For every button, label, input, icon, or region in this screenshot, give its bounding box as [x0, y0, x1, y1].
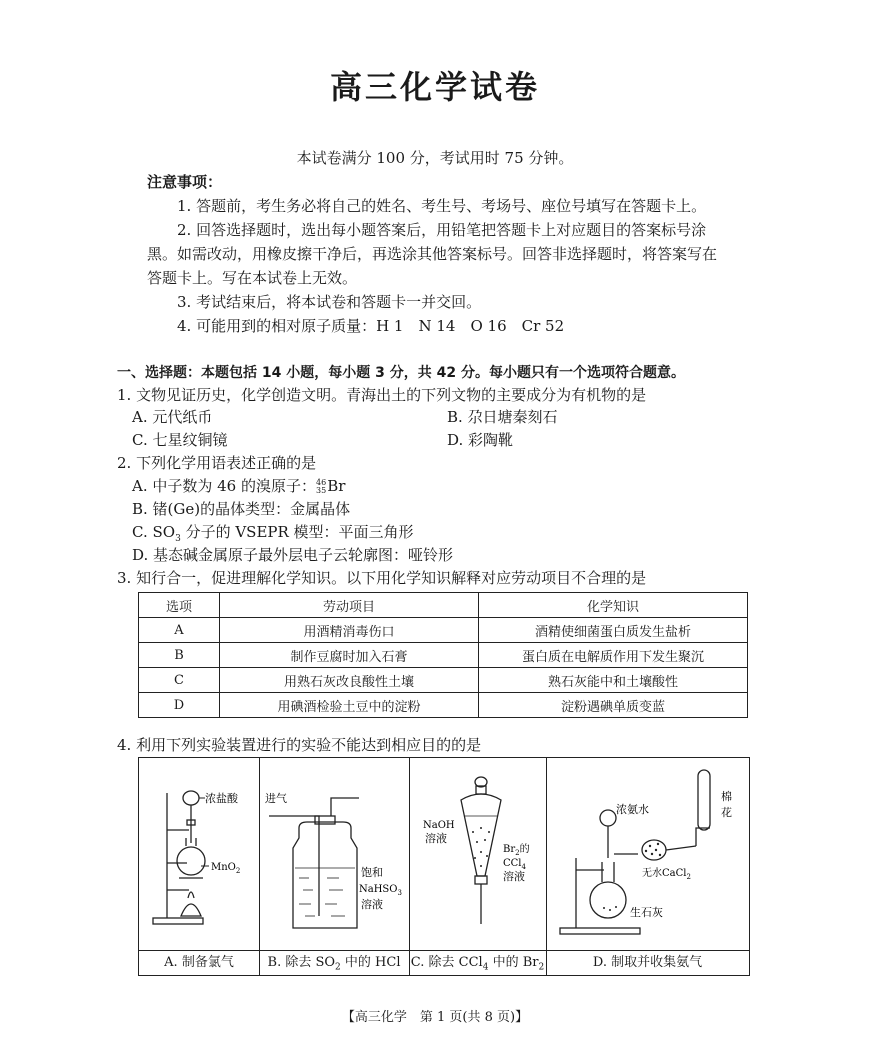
- notice-item-2-cont2: 答题卡上。写在本试卷上无效。: [147, 269, 358, 287]
- q4-apparatus-figure: [138, 757, 750, 976]
- table-cell: A: [139, 618, 220, 643]
- q2-c-pre: C. SO: [132, 523, 176, 541]
- q2-c-post: 分子的 VSEPR 模型：平面三角形: [180, 523, 414, 541]
- table-cell: C: [139, 668, 220, 693]
- caption-d: D. 制取并收集氨气: [546, 950, 749, 975]
- table-row: [139, 668, 748, 693]
- table-header: 化学知识: [479, 593, 748, 618]
- table-header-row: [139, 593, 748, 618]
- q1-option-a: A. 元代纸币: [132, 408, 213, 426]
- q1-option-d: D. 彩陶靴: [447, 431, 514, 449]
- label-quicklime: 生石灰: [630, 906, 663, 919]
- label-nahso3: NaHSO$_3$: [359, 884, 402, 897]
- q1-option-b: B. 尕日塘秦刻石: [447, 408, 558, 426]
- label-saturated: 饱和: [361, 866, 383, 879]
- table-cell: 用酒精消毒伤口: [220, 618, 479, 643]
- caption-c: C. 除去 CCl$_4$ 中的 $Br_2$: [409, 950, 546, 975]
- notice-heading: 注意事项：: [147, 173, 223, 191]
- chlorine-apparatus-drawing: [139, 758, 259, 950]
- notice-item-2-cont: 黑。如需改动，用橡皮擦干净后，再选涂其他答案标号。回答非选择题时，将答案写在: [147, 245, 718, 263]
- table-header: 选项: [139, 593, 220, 618]
- q1-stem: 1. 文物见证历史，化学创造文明。青海出土的下列文物的主要成分为有机物的是: [117, 386, 647, 404]
- separatory-funnel-drawing: [409, 758, 546, 950]
- section-heading: 一、选择题：本题包括 14 小题，每小题 3 分，共 42 分。每小题只有一个选项符合题意。: [117, 365, 685, 381]
- caption-b: B. 除去 $SO_2$ 中的 HCl: [259, 950, 409, 975]
- apparatus-d: [546, 758, 749, 975]
- apparatus-c: [409, 758, 547, 975]
- table-cell: 制作豆腐时加入石膏: [220, 643, 479, 668]
- label-gas-in: 进气: [265, 792, 287, 805]
- mass-number: 46: [316, 478, 327, 487]
- label-solution-1: 溶液: [425, 832, 447, 845]
- apparatus-a: [139, 758, 260, 975]
- ammonia-apparatus-drawing: [546, 758, 749, 950]
- notice-item-4: 4. 可能用到的相对原子质量：H 1 N 14 O 16 Cr 52: [177, 317, 565, 335]
- q3-stem: 3. 知行合一，促进理解化学知识。以下用化学知识解释对应劳动项目不合理的是: [117, 569, 647, 587]
- label-ccl4: CCl$_4$: [503, 858, 526, 871]
- label-naoh: NaOH: [423, 820, 455, 831]
- atomic-number: 35: [316, 486, 327, 495]
- q2-option-a: [132, 476, 345, 496]
- gas-washing-bottle-drawing: [259, 758, 409, 950]
- table-header: 劳动项目: [220, 593, 479, 618]
- q2-option-a-text: A. 中子数为 46 的溴原子：: [132, 477, 316, 495]
- element-symbol: Br: [327, 477, 346, 495]
- table-cell: 用碘酒检验土豆中的淀粉: [220, 693, 479, 718]
- label-mno2: MnO$_2$: [211, 862, 241, 875]
- notice-item-2: 2. 回答选择题时，选出每小题答案后，用铅笔把答题卡上对应题目的答案标号涂: [177, 221, 707, 239]
- label-cotton-2: 花: [721, 806, 732, 819]
- notice-item-1: 1. 答题前，考生务必将自己的姓名、考生号、考场号、座位号填写在答题卡上。: [177, 197, 707, 215]
- q2-stem: 2. 下列化学用语表述正确的是: [117, 454, 317, 472]
- label-solution-2: 溶液: [503, 870, 525, 883]
- table-cell: D: [139, 693, 220, 718]
- caption-a: A. 制备氯气: [139, 950, 259, 975]
- label-conc-ammonia: 浓氨水: [616, 803, 649, 816]
- table-row: [139, 643, 748, 668]
- table-cell: 淀粉遇碘单质变蓝: [479, 693, 748, 718]
- label-conc-hcl: 浓盐酸: [205, 792, 238, 805]
- q1-option-c: C. 七星纹铜镜: [132, 431, 228, 449]
- exam-intro: 本试卷满分 100 分，考试用时 75 分钟。: [296, 149, 574, 167]
- q2-option-d: D. 基态碱金属原子最外层电子云轮廓图：哑铃形: [132, 546, 454, 564]
- table-cell: 酒精使细菌蛋白质发生盐析: [479, 618, 748, 643]
- q2-option-b: B. 锗(Ge)的晶体类型：金属晶体: [132, 500, 351, 518]
- q2-c-sub: 3: [175, 534, 181, 544]
- label-cotton-1: 棉: [721, 790, 732, 803]
- table-row: [139, 693, 748, 718]
- table-row: [139, 618, 748, 643]
- label-br2: $Br_2$的: [503, 844, 530, 857]
- label-anhydrous-cacl2: 无水CaCl$_2$: [642, 868, 691, 881]
- page-footer: 【高三化学 第 1 页(共 8 页)】: [341, 1010, 529, 1025]
- table-cell: 用熟石灰改良酸性土壤: [220, 668, 479, 693]
- notice-item-3: 3. 考试结束后，将本试卷和答题卡一并交回。: [177, 293, 482, 311]
- table-cell: B: [139, 643, 220, 668]
- page-title: 高三化学试卷: [329, 68, 540, 106]
- isotope-numbers: [316, 479, 326, 495]
- table-cell: 熟石灰能中和土壤酸性: [479, 668, 748, 693]
- table-cell: 蛋白质在电解质作用下发生聚沉: [479, 643, 748, 668]
- apparatus-b: [259, 758, 410, 975]
- label-solution: 溶液: [361, 898, 383, 911]
- q4-stem: 4. 利用下列实验装置进行的实验不能达到相应目的的是: [117, 736, 482, 754]
- q3-table: [138, 592, 748, 718]
